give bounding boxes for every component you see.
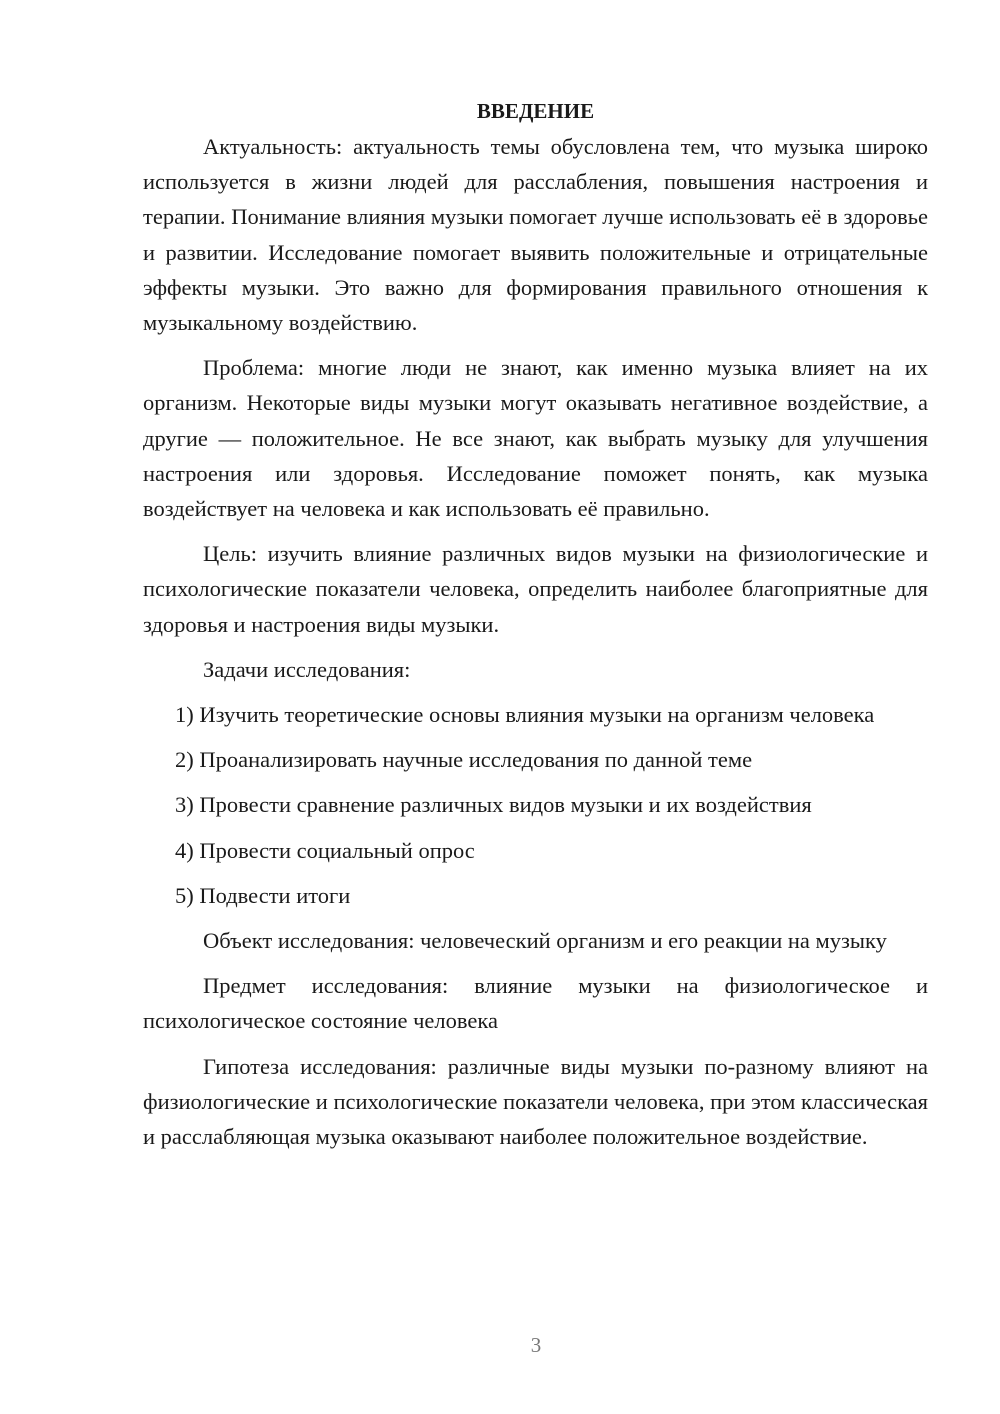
relevance-paragraph: Актуальность: актуальность темы обусловлена тем, что музыка широко используется в жизни людей для расслабления, повышения настроения и терапии. Понимание влияния музыки помогает лучше использовать её в здоровье и развитии. Исследование помогает выявить положительные и отрицательные эффекты музыки. Это важно для формирования правильного отношения к музыкальному воздействию. — [143, 134, 928, 336]
subject-paragraph: Предмет исследования: влияние музыки на физиологическое и психологическое состояние человека — [143, 973, 928, 1034]
object-paragraph: Объект исследования: человеческий организм и его реакции на музыку — [203, 928, 887, 954]
task-item-1: 1) Изучить теоретические основы влияния музыки на организм человека — [175, 702, 875, 728]
task-item-2: 2) Проанализировать научные исследования по данной теме — [175, 747, 753, 773]
tasks-heading: Задачи исследования: — [203, 656, 411, 682]
problem-paragraph: Проблема: многие люди не знают, как именно музыка влияет на их организм. Некоторые виды музыки могут оказывать негативное воздействие, а другие — положительное. Не все знают, как выбрать музыку для улучшения настроения или здоровья. Исследование поможет понять, как музыка воздействует на человека и как использовать её правильно. — [143, 355, 928, 522]
goal-paragraph: Цель: изучить влияние различных видов музыки на физиологические и психологические показатели человека, определить наиболее благоприятные для здоровья и настроения виды музыки. — [143, 541, 928, 637]
task-item-4: 4) Провести социальный опрос — [175, 837, 475, 863]
section-title: ВВЕДЕНИЕ — [476, 99, 595, 123]
task-item-3: 3) Провести сравнение различных видов музыки и их воздействия — [175, 792, 812, 818]
document-body — [143, 94, 928, 1164]
hypothesis-paragraph: Гипотеза исследования: различные виды музыки по-разному влияют на физиологические и психологические показатели человека, при этом классическая и расслабляющая музыка оказывают наиболее положительное воздействие. — [143, 1053, 928, 1150]
task-item-5: 5) Подвести итоги — [175, 882, 351, 908]
page-number: 3 — [530, 1333, 542, 1357]
